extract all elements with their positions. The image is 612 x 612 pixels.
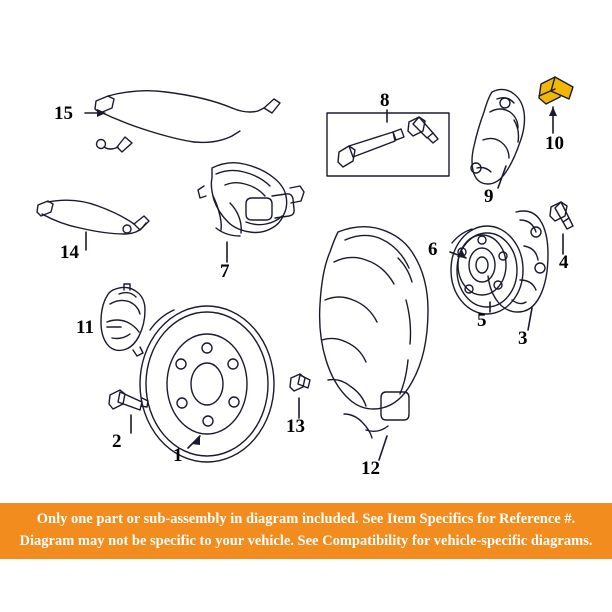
part-12-splash-shield <box>320 227 428 438</box>
callout-14: 14 <box>60 242 79 263</box>
callout-7: 7 <box>220 261 230 282</box>
leader-lines <box>85 107 563 460</box>
callout-15: 15 <box>54 103 73 124</box>
callout-10: 10 <box>545 133 564 154</box>
disclaimer-line-2: Diagram may not be specific to your vehicle. See Compatibility for vehicle-specific diagrams. <box>19 533 593 549</box>
part-3-steering-knuckle <box>488 211 548 312</box>
callout-12: 12 <box>361 458 380 479</box>
part-11-brake-pads <box>101 284 145 356</box>
callout-3: 3 <box>518 328 528 349</box>
part-8-bolt-kit <box>327 113 449 176</box>
disclaimer-banner <box>0 503 612 559</box>
callout-11: 11 <box>76 317 94 338</box>
callout-5: 5 <box>477 310 487 331</box>
callout-6: 6 <box>428 239 438 260</box>
disclaimer-line-1: Only one part or sub-assembly in diagram included. See Item Specifics for Reference #. <box>36 511 576 528</box>
part-15-abs-sensor-upper <box>95 91 280 152</box>
part-9-bracket <box>471 89 525 184</box>
part-14-abs-sensor-lower <box>37 200 149 234</box>
callout-9: 9 <box>484 186 494 207</box>
part-7-brake-caliper <box>198 163 304 236</box>
callout-1: 1 <box>173 445 183 466</box>
part-10-bolt-highlighted <box>539 77 573 104</box>
callout-13: 13 <box>286 416 305 437</box>
callout-4: 4 <box>559 252 569 273</box>
part-13-bolt <box>290 374 310 391</box>
callout-8: 8 <box>380 90 390 111</box>
callout-2: 2 <box>112 431 122 452</box>
part-1-brake-rotor <box>140 306 274 462</box>
part-4-bolt <box>550 202 573 229</box>
